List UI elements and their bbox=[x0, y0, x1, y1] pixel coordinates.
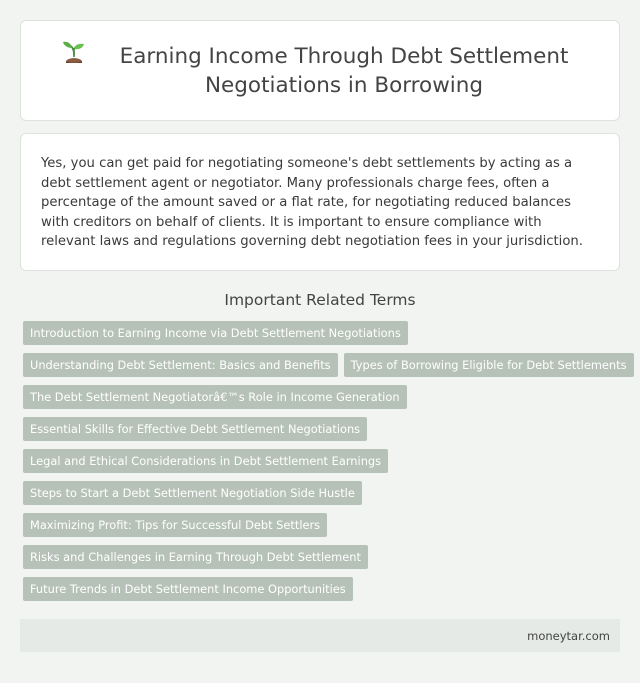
term-row bbox=[20, 417, 620, 441]
term-row bbox=[20, 545, 620, 569]
term-tag[interactable]: Types of Borrowing Eligible for Debt Settlements bbox=[344, 353, 634, 377]
term-tag[interactable]: Maximizing Profit: Tips for Successful Debt Settlers bbox=[23, 513, 327, 537]
term-tag[interactable]: Legal and Ethical Considerations in Debt Settlement Earnings bbox=[23, 449, 388, 473]
term-tag[interactable]: Future Trends in Debt Settlement Income Opportunities bbox=[23, 577, 353, 601]
title-card bbox=[20, 20, 620, 121]
term-tag[interactable]: Introduction to Earning Income via Debt Settlement Negotiations bbox=[23, 321, 408, 345]
term-row bbox=[20, 353, 627, 377]
term-tag[interactable]: The Debt Settlement Negotiatorâ€™s Role in Income Generation bbox=[23, 385, 407, 409]
term-row bbox=[20, 513, 620, 537]
term-tag[interactable]: Steps to Start a Debt Settlement Negotiation Side Hustle bbox=[23, 481, 362, 505]
sprout-icon bbox=[61, 40, 87, 70]
term-row bbox=[20, 385, 620, 409]
related-terms-list bbox=[20, 321, 627, 609]
term-row bbox=[20, 321, 620, 345]
related-terms-heading: Important Related Terms bbox=[224, 291, 416, 309]
page-title: Earning Income Through Debt Settlement Negotiations in Borrowing bbox=[119, 43, 569, 98]
term-row bbox=[20, 449, 620, 473]
footer bbox=[20, 619, 620, 652]
term-tag[interactable]: Risks and Challenges in Earning Through Debt Settlement bbox=[23, 545, 368, 569]
footer-site-link[interactable]: moneytar.com bbox=[527, 628, 610, 643]
term-tag[interactable]: Understanding Debt Settlement: Basics and Benefits bbox=[23, 353, 338, 377]
term-tag[interactable]: Essential Skills for Effective Debt Settlement Negotiations bbox=[23, 417, 367, 441]
summary-card bbox=[20, 133, 620, 271]
term-row bbox=[20, 481, 620, 505]
term-row bbox=[20, 577, 620, 601]
title-row bbox=[61, 42, 579, 100]
summary-text: Yes, you can get paid for negotiating someone's debt settlements by acting as a debt settlement agent or negotiator. Many professionals charge fees, often a percentage of the amount saved or a flat rate, for negotiating reduced balances with creditors on behalf of clients. It is important to ensure compliance with relevant laws and regulations governing debt negotiation fees in your jurisdiction. bbox=[41, 156, 583, 249]
